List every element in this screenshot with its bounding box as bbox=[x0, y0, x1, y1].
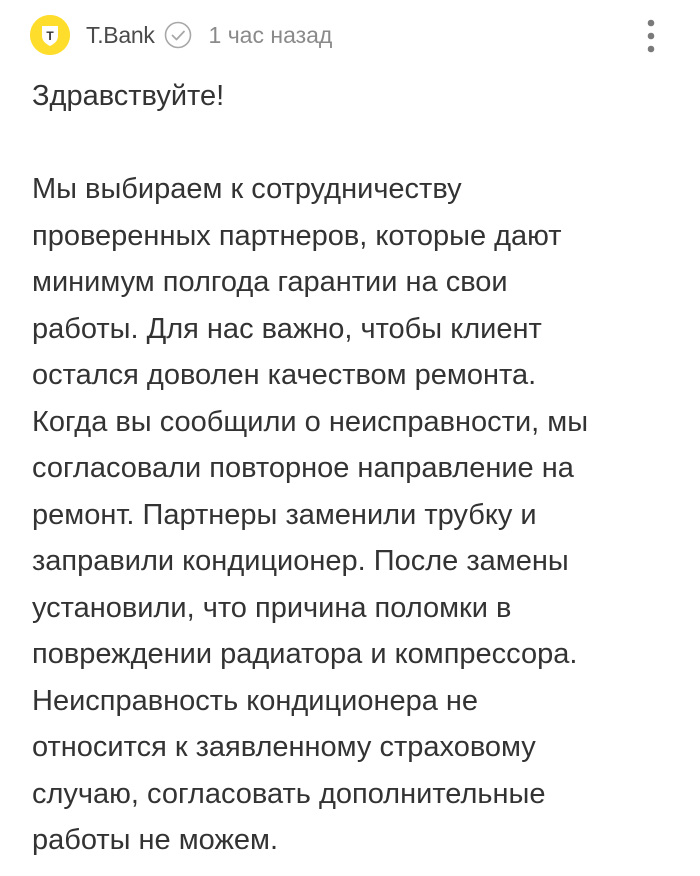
comment-body bbox=[32, 73, 672, 864]
body-line: работы. Для нас важно, чтобы клиент bbox=[32, 312, 542, 345]
body-line: заправили кондиционер. После замены bbox=[32, 545, 569, 577]
body-line: относится к заявленному страховому bbox=[32, 731, 536, 763]
more-vertical-icon bbox=[646, 18, 656, 54]
body-line: работы не можем. bbox=[32, 824, 279, 856]
body-line: Мы выбираем к сотрудничеству bbox=[32, 173, 462, 205]
paragraph-spacer bbox=[32, 120, 672, 167]
body-line: повреждении радиатора и компрессора. bbox=[32, 638, 578, 670]
greeting-line: Здравствуйте! bbox=[32, 80, 225, 112]
body-line: проверенных партнеров, которые дают bbox=[32, 219, 562, 252]
body-line: остался доволен качеством ремонта. bbox=[32, 359, 537, 391]
body-line: минимум полгода гарантии на свои bbox=[32, 266, 508, 298]
avatar-letter: Т bbox=[46, 29, 54, 43]
body-line: установили, что причина поломки в bbox=[32, 591, 512, 624]
body-line: Когда вы сообщили о неисправности, мы bbox=[32, 405, 589, 438]
body-line: Неисправность кондиционера не bbox=[32, 684, 479, 717]
comment-header bbox=[30, 14, 332, 56]
body-line: согласовали повторное направление на bbox=[32, 452, 574, 484]
body-line: случаю, согласовать дополнительные bbox=[32, 777, 546, 810]
tbank-logo-icon bbox=[30, 15, 70, 55]
author-name[interactable]: T.Bank bbox=[86, 21, 155, 48]
avatar[interactable] bbox=[30, 15, 70, 55]
timestamp: 1 час назад bbox=[208, 21, 333, 48]
verified-check-icon bbox=[163, 20, 193, 50]
more-options-button[interactable] bbox=[636, 16, 666, 56]
body-line: ремонт. Партнеры заменили трубку и bbox=[32, 498, 537, 531]
